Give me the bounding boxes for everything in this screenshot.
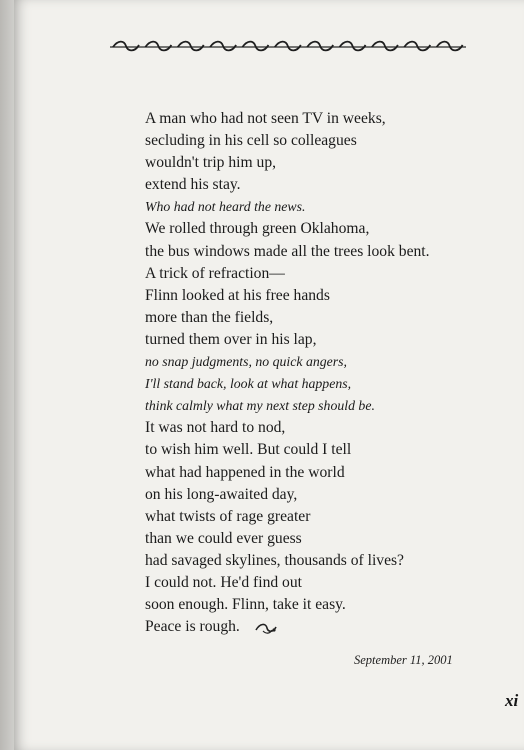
poem-line-text: A trick of refraction— bbox=[145, 264, 285, 282]
poem-line bbox=[145, 417, 465, 439]
poem-line-text: turned them over in his lap, bbox=[145, 330, 317, 348]
poem-line bbox=[145, 373, 465, 395]
poem-line-text: Who had not heard the news. bbox=[145, 199, 306, 215]
poem-line bbox=[145, 329, 465, 351]
poem-line bbox=[145, 285, 465, 307]
poem-line-text: no snap judgments, no quick angers, bbox=[145, 354, 347, 370]
poem-line bbox=[145, 152, 465, 174]
page-number: xi bbox=[505, 691, 519, 710]
poem-line-text: Peace is rough. bbox=[145, 618, 240, 636]
poem-line bbox=[145, 439, 465, 461]
poem-line-text: on his long-awaited day, bbox=[145, 485, 298, 503]
poem-line bbox=[145, 616, 465, 638]
poem-line-text: than we could ever guess bbox=[145, 529, 302, 547]
poem-line bbox=[145, 594, 465, 616]
poem-line bbox=[145, 484, 465, 506]
poem-line-text: We rolled through green Oklahoma, bbox=[145, 220, 370, 238]
poem-line-text: think calmly what my next step should be. bbox=[145, 398, 375, 414]
poem-line-text: A man who had not seen TV in weeks, bbox=[145, 110, 386, 127]
poem-line-text: secluding in his cell so colleagues bbox=[145, 132, 357, 150]
poem-line bbox=[145, 130, 465, 152]
poem-line bbox=[145, 174, 465, 196]
poem-line-text: had savaged skylines, thousands of lives? bbox=[145, 551, 404, 569]
poem-line bbox=[145, 528, 465, 550]
poem-line-text: I'll stand back, look at what happens, bbox=[145, 376, 352, 392]
poem-date: September 11, 2001 bbox=[354, 653, 453, 667]
poem-line-text: extend his stay. bbox=[145, 176, 241, 194]
poem-line-text: It was not hard to nod, bbox=[145, 419, 286, 437]
poem-body bbox=[145, 108, 465, 638]
poem-line bbox=[145, 506, 465, 528]
poem-line bbox=[145, 241, 465, 263]
poem-line-text: Flinn looked at his free hands bbox=[145, 286, 330, 304]
flourish-end-icon bbox=[254, 621, 278, 635]
poem-line bbox=[145, 572, 465, 594]
poem-line bbox=[145, 263, 465, 285]
book-gutter bbox=[0, 0, 14, 750]
poem-line-text: to wish him well. But could I tell bbox=[145, 441, 352, 459]
poem-line bbox=[145, 462, 465, 484]
poem-line bbox=[145, 395, 465, 417]
poem-line bbox=[145, 351, 465, 373]
poem-line-text: soon enough. Flinn, take it easy. bbox=[145, 596, 346, 614]
poem-line bbox=[145, 108, 465, 130]
poem-line-text: the bus windows made all the trees look bent. bbox=[145, 242, 430, 260]
poem-line-text: more than the fields, bbox=[145, 308, 274, 326]
poem-line-text: wouldn't trip him up, bbox=[145, 154, 277, 172]
poem-line-text: what had happened in the world bbox=[145, 463, 345, 481]
poem-line bbox=[145, 550, 465, 572]
poem-line-text: what twists of rage greater bbox=[145, 507, 311, 525]
poem-line-text: I could not. He'd find out bbox=[145, 573, 302, 591]
poem-line bbox=[145, 218, 465, 240]
poem-line bbox=[145, 196, 465, 218]
book-page bbox=[14, 0, 524, 750]
poem-line bbox=[145, 307, 465, 329]
divider-ornament-icon bbox=[110, 38, 466, 54]
